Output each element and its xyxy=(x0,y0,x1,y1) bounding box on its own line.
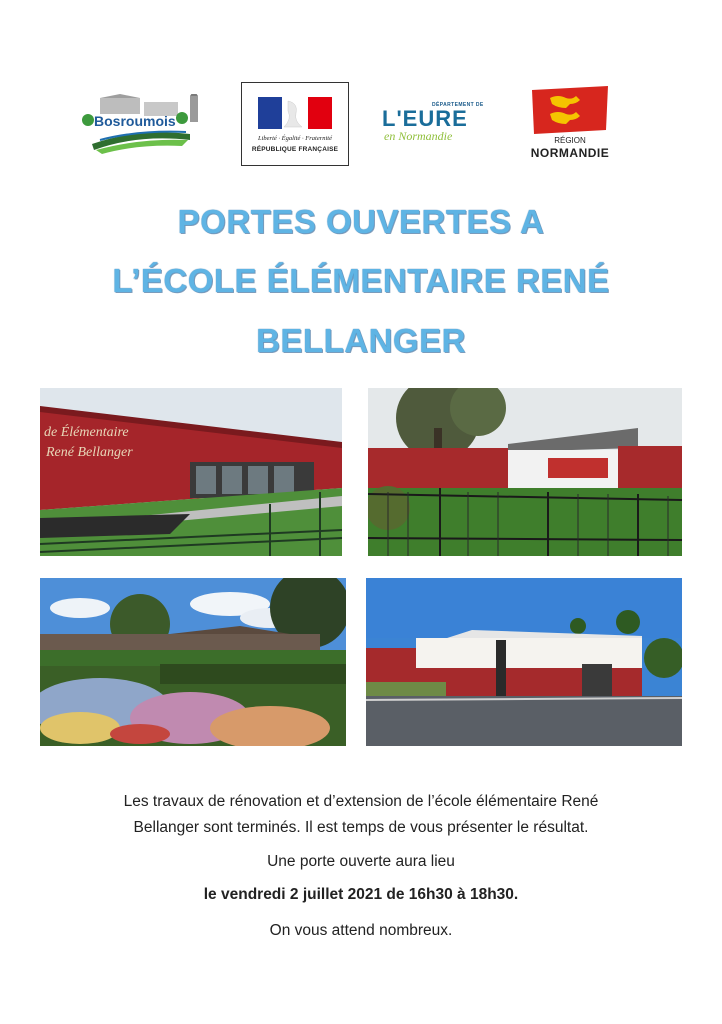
page-title-line-2: L’ÉCOLE ÉLÉMENTAIRE RENÉ xyxy=(112,262,610,299)
page-title-line-1: PORTES OUVERTES A xyxy=(177,203,545,240)
normandie-label: NORMANDIE xyxy=(530,146,610,160)
republique-motto: Liberté · Égalité · Fraternité xyxy=(257,135,333,142)
school-sign-line-2: René Bellanger xyxy=(46,445,133,460)
body-line-1: Les travaux de rénovation et d’extension de l’école élémentaire René xyxy=(123,793,599,810)
eure-logo xyxy=(380,102,490,146)
photo-school-facade xyxy=(40,388,342,556)
bosroumois-logo xyxy=(78,94,208,156)
region-normandie-logo xyxy=(520,84,620,164)
photo-school-courtyard xyxy=(368,388,682,556)
body-closing: On vous attend nombreux. xyxy=(269,922,453,939)
event-date: le vendredi 2 juillet 2021 de 16h30 à 18h30. xyxy=(203,886,519,903)
logos-row xyxy=(0,80,722,170)
photo-school-garden xyxy=(40,578,346,746)
photo-school-extension xyxy=(366,578,682,746)
page-title-line-3: BELLANGER xyxy=(256,322,466,359)
bosroumois-logo-text: Bosroumois xyxy=(94,113,176,129)
republique-francaise-logo xyxy=(241,82,349,166)
eure-brand: L'EURE xyxy=(382,106,468,131)
region-label: RÉGION xyxy=(554,136,586,145)
body-line-2: Bellanger sont terminés. Il est temps de vous présenter le résultat. xyxy=(133,819,589,836)
eure-subtitle: en Normandie xyxy=(384,129,453,143)
marianne-flag-icon xyxy=(258,97,332,129)
republique-name: RÉPUBLIQUE FRANÇAISE xyxy=(251,146,339,153)
body-line-3: Une porte ouverte aura lieu xyxy=(267,853,455,870)
normandy-lions-icon xyxy=(520,84,620,136)
school-sign-line-1: de Élémentaire xyxy=(44,425,129,440)
eure-departement-label: DÉPARTEMENT DE xyxy=(432,102,484,108)
